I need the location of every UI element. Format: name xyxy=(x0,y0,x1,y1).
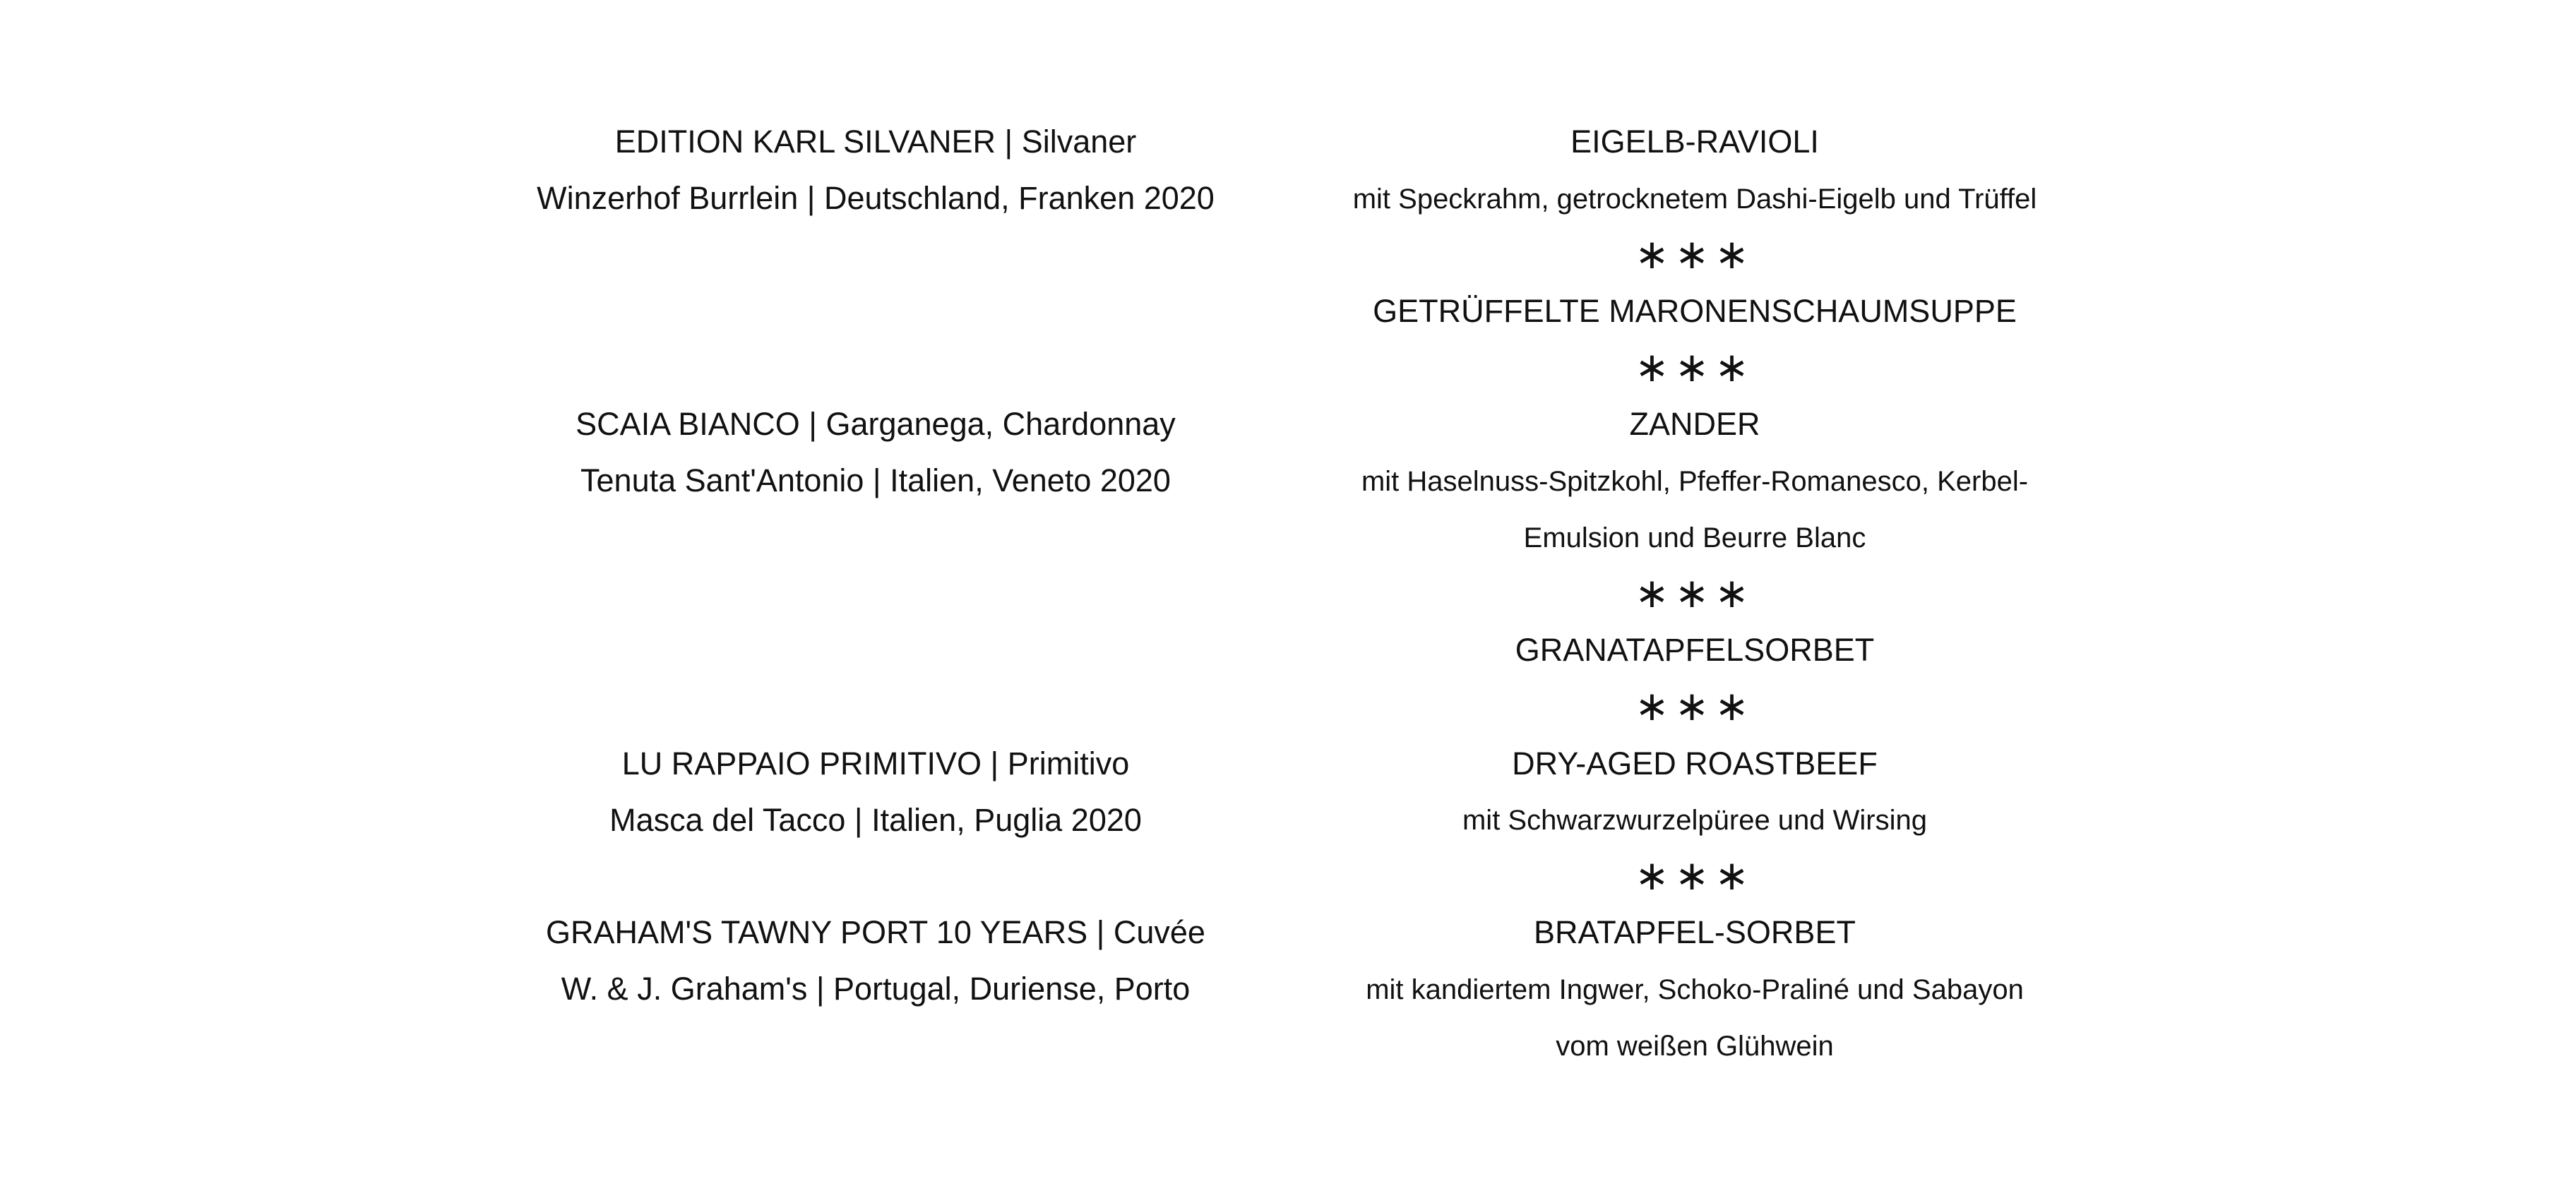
course-description: mit Schwarzwurzelpüree und Wirsing xyxy=(1462,805,1927,836)
wine-name: GRAHAM'S TAWNY PORT 10 YEARS | Cuvée xyxy=(546,914,1205,950)
course-description: Emulsion und Beurre Blanc xyxy=(1523,522,1866,553)
course-title: DRY-AGED ROASTBEEF xyxy=(1512,745,1878,781)
course-title: ZANDER xyxy=(1629,406,1760,442)
course-separator: ∗∗∗ xyxy=(1635,570,1755,616)
course-separator: ∗∗∗ xyxy=(1635,345,1755,390)
wine-origin: Tenuta Sant'Antonio | Italien, Veneto 2020 xyxy=(580,462,1171,498)
wine-origin: Winzerhof Burrlein | Deutschland, Franken 2020 xyxy=(537,180,1215,216)
wine-name: LU RAPPAIO PRIMITIVO | Primitivo xyxy=(621,745,1130,781)
course-description: mit kandiertem Ingwer, Schoko-Praliné und Sabayon xyxy=(1366,974,2024,1005)
course-description: vom weißen Glühwein xyxy=(1556,1031,1834,1062)
course-title: GRANATAPFELSORBET xyxy=(1515,632,1875,668)
wine-name: EDITION KARL SILVANER | Silvaner xyxy=(614,124,1137,160)
wine-origin: Masca del Tacco | Italien, Puglia 2020 xyxy=(609,802,1142,838)
course-separator: ∗∗∗ xyxy=(1635,853,1755,899)
course-title: GETRÜFFELTE MARONENSCHAUMSUPPE xyxy=(1373,293,2017,329)
course-description: mit Speckrahm, getrocknetem Dashi-Eigelb und Trüffel xyxy=(1352,184,2037,215)
course-title: EIGELB-RAVIOLI xyxy=(1570,124,1819,160)
wine-name: SCAIA BIANCO | Garganega, Chardonnay xyxy=(576,406,1176,442)
course-separator: ∗∗∗ xyxy=(1635,683,1755,729)
course-separator: ∗∗∗ xyxy=(1635,232,1755,277)
course-title: BRATAPFEL-SORBET xyxy=(1534,914,1856,950)
course-description: mit Haselnuss-Spitzkohl, Pfeffer-Romanesco, Kerbel- xyxy=(1361,466,2029,497)
wine-origin: W. & J. Graham's | Portugal, Duriense, Porto xyxy=(561,971,1191,1007)
